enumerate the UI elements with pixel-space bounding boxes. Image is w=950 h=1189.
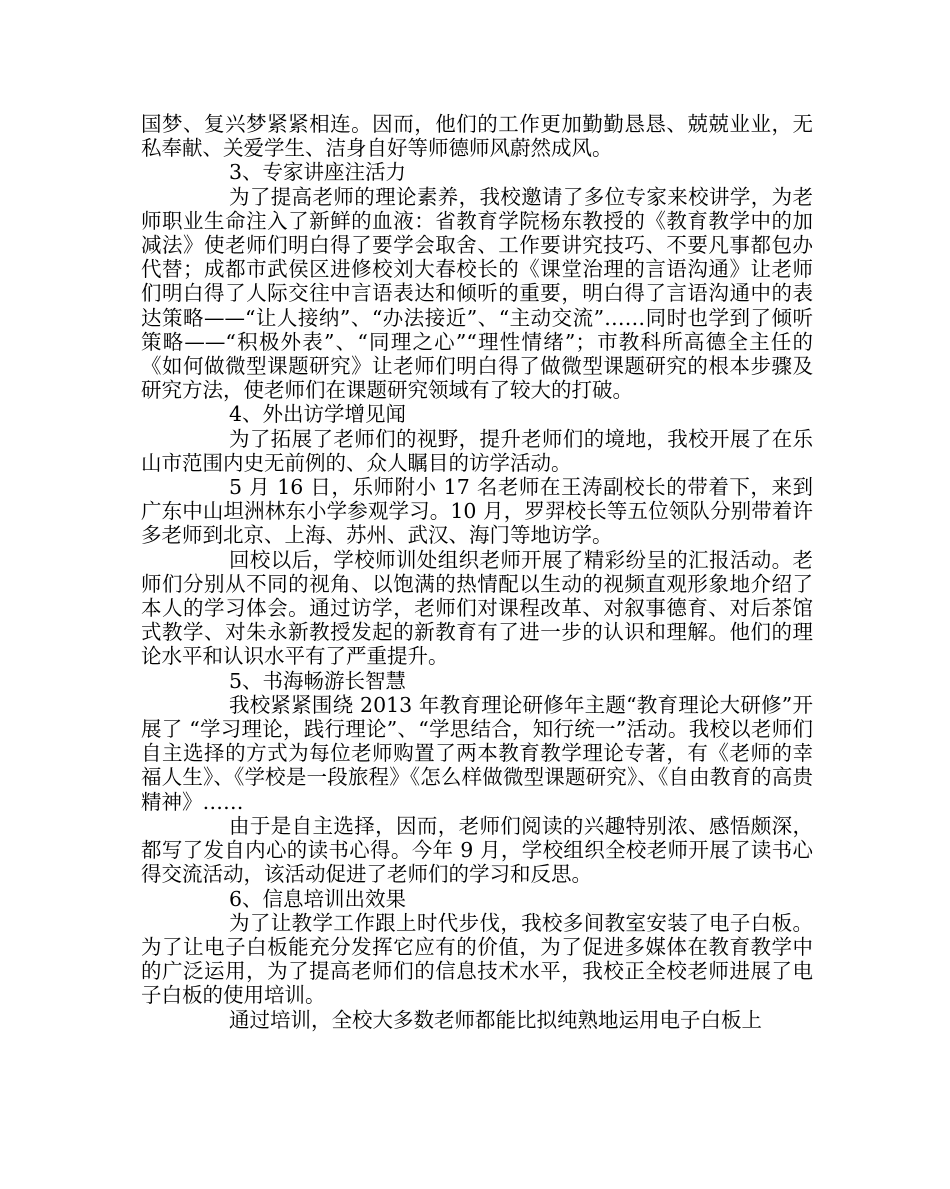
paragraph-visit-details: 5 月 16 日，乐师附小 17 名老师在王涛副校长的带着下，来到广东中山坦洲林东小学参观学习。10 月，罗羿校长等五位领队分别带着许多老师到北京、上海、苏州、武汉、海门等地访学。 [141, 475, 813, 548]
paragraph-expert-lectures: 为了提高老师的理论素养，我校邀请了多位专家来校讲学，为老师职业生命注入了新鲜的血液：省教育学院杨东教授的《教育教学中的加减法》使老师们明白得了要学会取舍、工作要讲究技巧、不要凡事都包办代替；成都市武侯区进修校刘大春校长的《课堂治理的言语沟通》让老师们明白得了人际交往中言语表达和倾听的重要，明白得了言语沟通中的表达策略——“让人接纳”、“办法接近”、“主动交流”……同时也学到了倾听策略——“积极外表”、“同理之心”“理性情绪”；市教科所高德全主任的《如何做微型课题研究》让老师们明白得了做微型课题研究的根本步骤及研究方法，使老师们在课题研究领域有了较大的打破。 [141, 184, 813, 403]
section-heading-4: 4、外出访学增见闻 [229, 402, 407, 427]
paragraph-reading-program: 我校紧紧围绕 2013 年教育理论研修年主题“教育理论大研修”开展了 “学习理论，践行理论”、“学思结合，知行统一”活动。我校以老师们自主选择的方式为每位老师购置了两本教育教学理论专著，有《老师的幸福人生》、《学校是一段旅程》《怎么样做微型课题研究》、《自由教育的高贵精神》…… [141, 692, 813, 814]
paragraph-visit-report: 回校以后，学校师训处组织老师开展了精彩纷呈的汇报活动。老师们分别从不同的视角、以饱满的热情配以生动的视频直观形象地介绍了本人的学习体会。通过访学，老师们对课程改革、对叙事德育、对后茶馆式教学、对朱永新教授发起的新教育有了进一步的认识和理解。他们的理论水平和认识水平有了严重提升。 [141, 547, 813, 669]
section-heading-5: 5、书海畅游长智慧 [229, 668, 407, 693]
paragraph-continuation: 国梦、复兴梦紧紧相连。因而，他们的工作更加勤勤恳恳、兢兢业业，无私奉献、关爱学生、洁身自好等师德师风蔚然成风。 [141, 112, 813, 161]
paragraph-whiteboard-training: 为了让教学工作跟上时代步伐，我校多间教室安装了电子白板。为了让电子白板能充分发挥它应有的价值，为了促进多媒体在教育教学中的广泛运用，为了提高老师们的信息技术水平，我校正全校老师进展了电子白板的使用培训。 [141, 910, 813, 1008]
section-heading-3: 3、专家讲座注活力 [229, 160, 407, 185]
document-body [141, 112, 813, 1032]
paragraph-training-result: 通过培训，全校大多数老师都能比拟纯熟地运用电子白板上 [229, 1007, 762, 1032]
paragraph-reading-reflection: 由于是自主选择，因而，老师们阅读的兴趣特别浓、感悟颇深，都写了发自内心的读书心得。今年 9 月，学校组织全校老师开展了读书心得交流活动，该活动促进了老师们的学习和反思。 [141, 813, 813, 887]
section-heading-6: 6、信息培训出效果 [229, 886, 407, 911]
paragraph-visit-intro: 为了拓展了老师们的视野，提升老师们的境地，我校开展了在乐山市范围内史无前例的、众人瞩目的访学活动。 [141, 426, 813, 475]
